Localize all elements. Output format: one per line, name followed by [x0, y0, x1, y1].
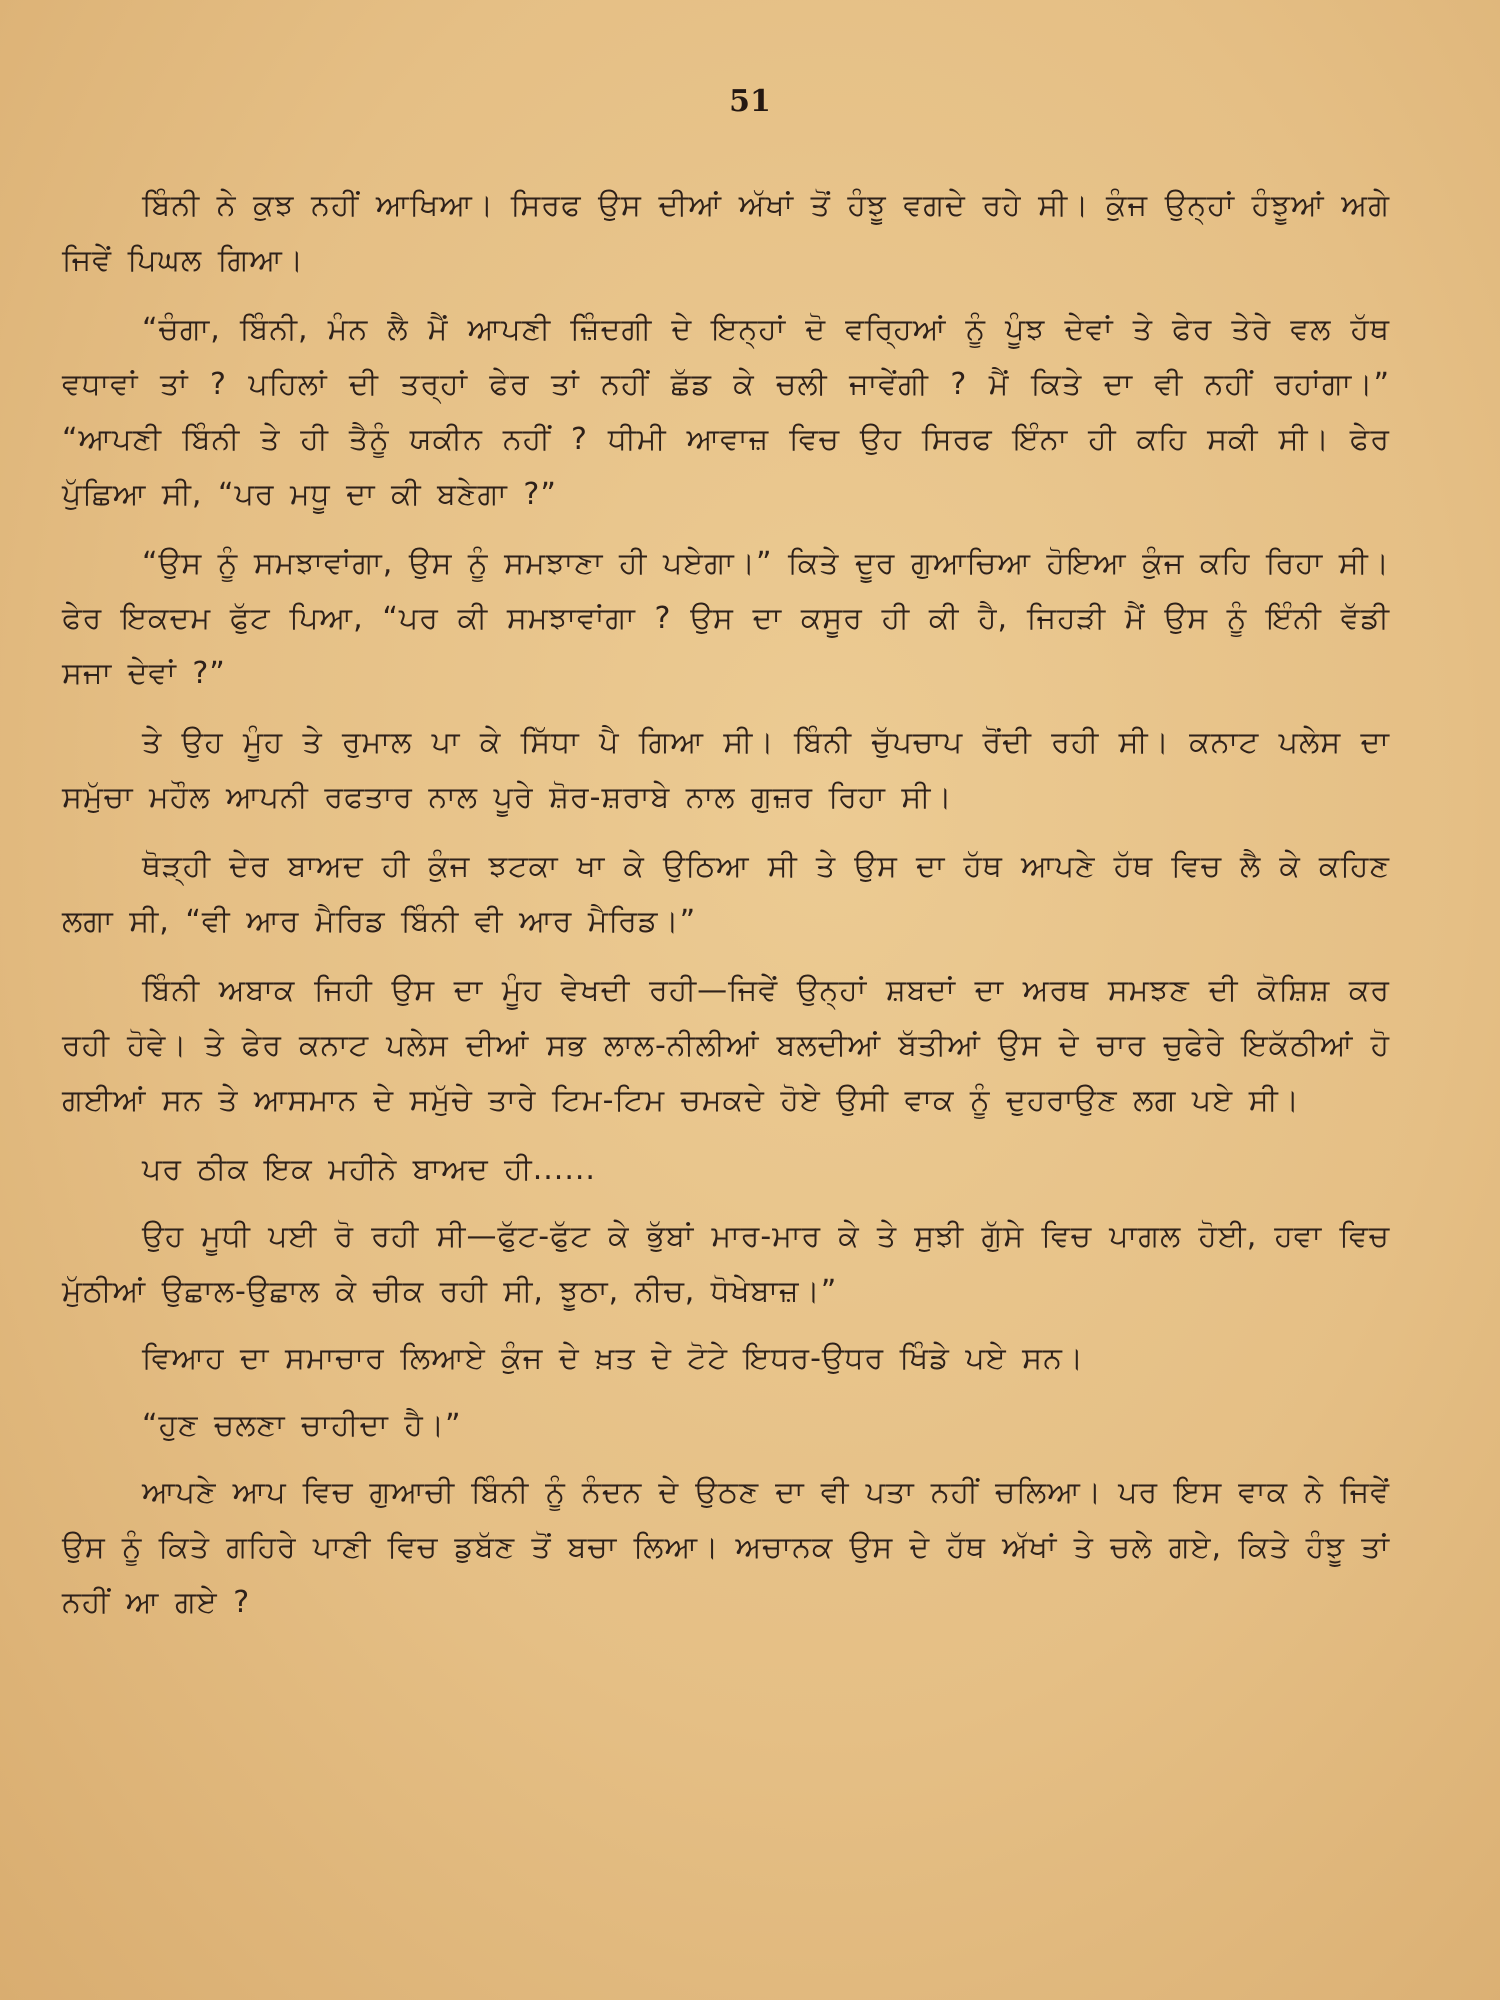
paragraph-8: ਉਹ ਮੂਧੀ ਪਈ ਰੋ ਰਹੀ ਸੀ—ਫੁੱਟ-ਫੁੱਟ ਕੇ ਭੁੱਬਾਂ ਮਾਰ-ਮਾਰ ਕੇ ਤੇ ਸੁਝੀ ਗੁੱਸੇ ਵਿਚ ਪਾਗਲ ਹੋਈ, ਹਵਾ ਵਿਚ ਮੁੱਠੀਆਂ ਉਛਾਲ-ਉਛਾਲ ਕੇ ਚੀਕ ਰਹੀ ਸੀ, ਝੂਠਾ, ਨੀਚ, ਧੋਖੇਬਾਜ਼।”	[62, 1219, 1390, 1309]
page-number: 51	[729, 84, 771, 119]
paragraph-10: “ਹੁਣ ਚਲਣਾ ਚਾਹੀਦਾ ਹੈ।”	[142, 1408, 462, 1443]
paragraph-4: ਤੇ ਉਹ ਮੂੰਹ ਤੇ ਰੁਮਾਲ ਪਾ ਕੇ ਸਿੱਧਾ ਪੈ ਗਿਆ ਸੀ। ਬਿੰਨੀ ਚੁੱਪਚਾਪ ਰੋਂਦੀ ਰਹੀ ਸੀ। ਕਨਾਟ ਪਲੇਸ ਦਾ ਸਮੁੱਚਾ ਮਹੌਲ ਆਪਨੀ ਰਫਤਾਰ ਨਾਲ ਪੂਰੇ ਸ਼ੋਰ-ਸ਼ਰਾਬੇ ਨਾਲ ਗੁਜ਼ਰ ਰਿਹਾ ਸੀ।	[62, 725, 1390, 815]
paragraph-11: ਆਪਣੇ ਆਪ ਵਿਚ ਗੁਆਚੀ ਬਿੰਨੀ ਨੂੰ ਨੰਦਨ ਦੇ ਉਠਣ ਦਾ ਵੀ ਪਤਾ ਨਹੀਂ ਚਲਿਆ। ਪਰ ਇਸ ਵਾਕ ਨੇ ਜਿਵੇਂ ਉਸ ਨੂੰ ਕਿਤੇ ਗਹਿਰੇ ਪਾਣੀ ਵਿਚ ਡੁਬੱਣ ਤੋਂ ਬਚਾ ਲਿਆ। ਅਚਾਨਕ ਉਸ ਦੇ ਹੱਥ ਅੱਖਾਂ ਤੇ ਚਲੇ ਗਏ, ਕਿਤੇ ਹੰਝੂ ਤਾਂ ਨਹੀਂ ਆ ਗਏ ?	[62, 1475, 1390, 1620]
paragraph-2: “ਚੰਗਾ, ਬਿੰਨੀ, ਮੰਨ ਲੈ ਮੈਂ ਆਪਣੀ ਜ਼ਿੰਦਗੀ ਦੇ ਇਨ੍ਹਾਂ ਦੋ ਵਰ੍ਹਿਆਂ ਨੂੰ ਪੂੰਝ ਦੇਵਾਂ ਤੇ ਫੇਰ ਤੇਰੇ ਵਲ ਹੱਥ ਵਧਾਵਾਂ ਤਾਂ ? ਪਹਿਲਾਂ ਦੀ ਤਰ੍ਹਾਂ ਫੇਰ ਤਾਂ ਨਹੀਂ ਛੱਡ ਕੇ ਚਲੀ ਜਾਵੇਂਗੀ ? ਮੈਂ ਕਿਤੇ ਦਾ ਵੀ ਨਹੀਂ ਰਹਾਂਗਾ।” “ਆਪਣੀ ਬਿੰਨੀ ਤੇ ਹੀ ਤੈਨੂੰ ਯਕੀਨ ਨਹੀਂ ? ਧੀਮੀ ਆਵਾਜ਼ ਵਿਚ ਉਹ ਸਿਰਫ ਇੰਨਾ ਹੀ ਕਹਿ ਸਕੀ ਸੀ। ਫੇਰ ਪੁੱਛਿਆ ਸੀ, “ਪਰ ਮਧੂ ਦਾ ਕੀ ਬਣੇਗਾ ?”	[62, 312, 1390, 512]
paragraph-9: ਵਿਆਹ ਦਾ ਸਮਾਚਾਰ ਲਿਆਏ ਕੁੰਜ ਦੇ ਖ਼ਤ ਦੇ ਟੋਟੇ ਇਧਰ-ਉਧਰ ਖਿੰਡੇ ਪਏ ਸਨ।	[142, 1341, 1085, 1376]
paragraph-7: ਪਰ ਠੀਕ ਇਕ ਮਹੀਨੇ ਬਾਅਦ ਹੀ......	[142, 1152, 596, 1187]
paragraph-3: “ਉਸ ਨੂੰ ਸਮਝਾਵਾਂਗਾ, ਉਸ ਨੂੰ ਸਮਝਾਣਾ ਹੀ ਪਏਗਾ।” ਕਿਤੇ ਦੂਰ ਗੁਆਚਿਆ ਹੋਇਆ ਕੁੰਜ ਕਹਿ ਰਿਹਾ ਸੀ। ਫੇਰ ਇਕਦਮ ਫੁੱਟ ਪਿਆ, “ਪਰ ਕੀ ਸਮਝਾਵਾਂਗਾ ? ਉਸ ਦਾ ਕਸੂਰ ਹੀ ਕੀ ਹੈ, ਜਿਹੜੀ ਮੈਂ ਉਸ ਨੂੰ ਇੰਨੀ ਵੱਡੀ ਸਜਾ ਦੇਵਾਂ ?”	[62, 546, 1390, 691]
body-text	[62, 178, 1390, 1642]
paragraph-6: ਬਿੰਨੀ ਅਬਾਕ ਜਿਹੀ ਉਸ ਦਾ ਮੂੰਹ ਵੇਖਦੀ ਰਹੀ—ਜਿਵੇਂ ਉਨ੍ਹਾਂ ਸ਼ਬਦਾਂ ਦਾ ਅਰਥ ਸਮਝਣ ਦੀ ਕੋਸ਼ਿਸ਼ ਕਰ ਰਹੀ ਹੋਵੇ। ਤੇ ਫੇਰ ਕਨਾਟ ਪਲੇਸ ਦੀਆਂ ਸਭ ਲਾਲ-ਨੀਲੀਆਂ ਬਲਦੀਆਂ ਬੱਤੀਆਂ ਉਸ ਦੇ ਚਾਰ ਚੁਫੇਰੇ ਇਕੱਠੀਆਂ ਹੋ ਗਈਆਂ ਸਨ ਤੇ ਆਸਮਾਨ ਦੇ ਸਮੁੱਚੇ ਤਾਰੇ ਟਿਮ-ਟਿਮ ਚਮਕਦੇ ਹੋਏ ਉਸੀ ਵਾਕ ਨੂੰ ਦੁਹਰਾਉਣ ਲਗ ਪਏ ਸੀ।	[62, 973, 1390, 1118]
paragraph-5: ਥੋੜ੍ਹੀ ਦੇਰ ਬਾਅਦ ਹੀ ਕੁੰਜ ਝਟਕਾ ਖਾ ਕੇ ਉਠਿਆ ਸੀ ਤੇ ਉਸ ਦਾ ਹੱਥ ਆਪਣੇ ਹੱਥ ਵਿਚ ਲੈ ਕੇ ਕਹਿਣ ਲਗਾ ਸੀ, “ਵੀ ਆਰ ਮੈਰਿਡ ਬਿੰਨੀ ਵੀ ਆਰ ਮੈਰਿਡ।”	[62, 849, 1390, 939]
paragraph-1: ਬਿੰਨੀ ਨੇ ਕੁਝ ਨਹੀਂ ਆਖਿਆ। ਸਿਰਫ ਉਸ ਦੀਆਂ ਅੱਖਾਂ ਤੋਂ ਹੰਝੂ ਵਗਦੇ ਰਹੇ ਸੀ। ਕੁੰਜ ਉਨ੍ਹਾਂ ਹੰਝੂਆਂ ਅਗੇ ਜਿਵੇਂ ਪਿਘਲ ਗਿਆ।	[62, 188, 1390, 278]
